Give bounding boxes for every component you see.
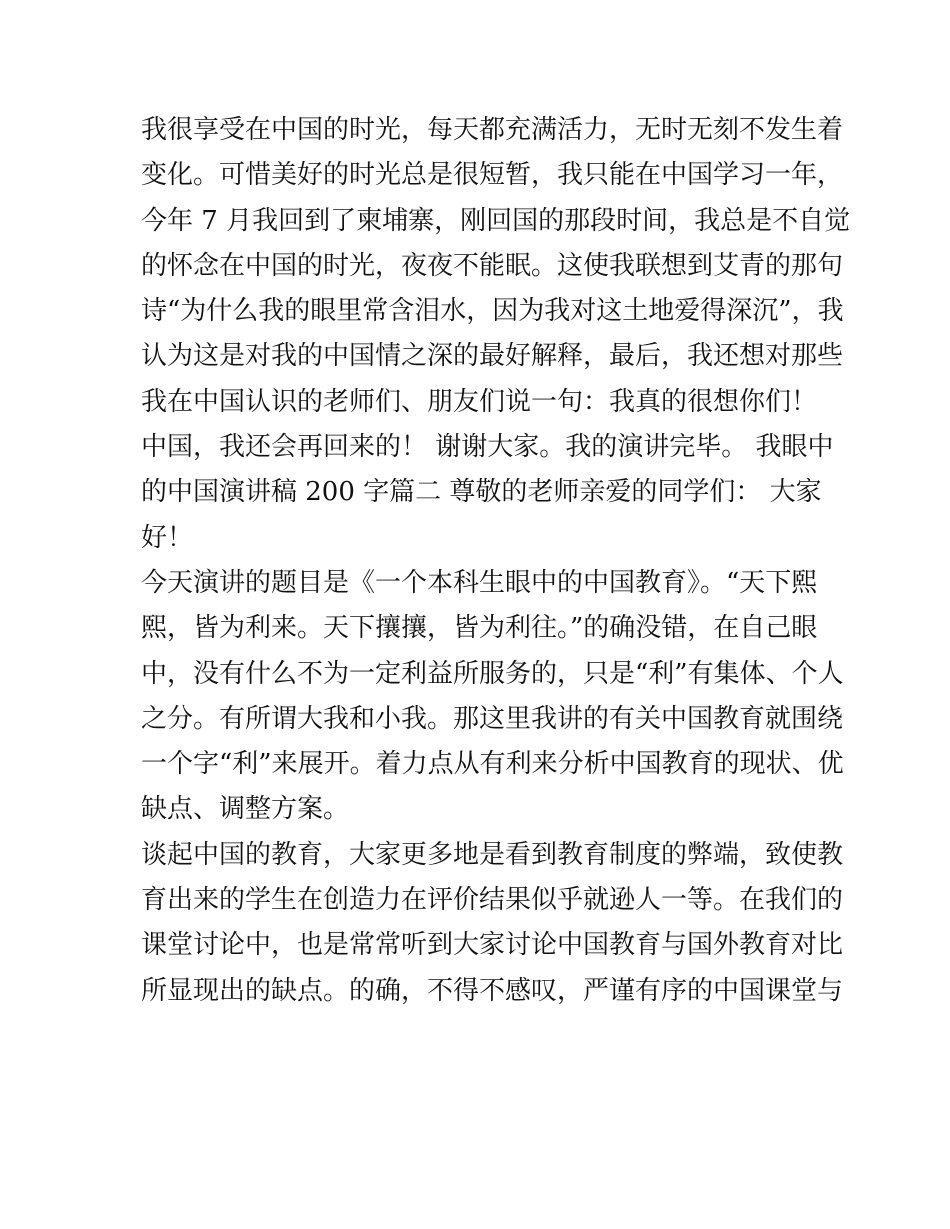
text-line: 缺点、调整方案。 <box>141 794 350 825</box>
text-line: 课堂讨论中，也是常常听到大家讨论中国教育与国外教育对比 <box>141 930 844 961</box>
text-line: 我在中国认识的老师们、朋友们说一句：我真的很想你们！ <box>141 386 818 417</box>
text-line: 所显现出的缺点。的确，不得不感叹，严谨有序的中国课堂与 <box>141 975 844 1006</box>
text-line: 我很享受在中国的时光，每天都充满活力，无时无刻不发生着 <box>141 115 844 145</box>
text-line: 之分。有所谓大我和小我。那这里我讲的有关中国教育就围绕 <box>141 703 844 734</box>
text-line: 育出来的学生在创造力在评价结果似乎就逊人一等。在我们的 <box>141 885 844 916</box>
text-line: 今年 7 月我回到了柬埔寨，刚回国的那段时间，我总是不自觉 <box>141 205 851 236</box>
text-line: 认为这是对我的中国情之深的最好解释，最后，我还想对那些 <box>141 341 844 372</box>
text-line: 熙，皆为利来。天下攘攘，皆为利往。”的确没错，在自己眼 <box>141 613 818 644</box>
text-line: 中，没有什么不为一定利益所服务的，只是“利”有集体、个人 <box>141 658 844 689</box>
text-line: 今天演讲的题目是《一个本科生眼中的中国教育》。“天下熙 <box>141 567 818 598</box>
text-line: 好！ <box>141 522 194 553</box>
text-line: 的中国演讲稿 200 字篇二 尊敬的老师亲爱的同学们： 大家 <box>141 477 822 508</box>
text-line: 谈起中国的教育，大家更多地是看到教育制度的弊端，致使教 <box>141 839 844 870</box>
body-text <box>141 108 851 1014</box>
text-line: 诗“为什么我的眼里常含泪水，因为我对这土地爱得深沉”，我 <box>141 296 844 327</box>
text-line: 变化。可惜美好的时光总是很短暂，我只能在中国学习一年， <box>141 160 844 191</box>
text-line: 的怀念在中国的时光，夜夜不能眠。这使我联想到艾青的那句 <box>141 250 844 281</box>
text-line: 中国，我还会再回来的！ 谢谢大家。我的演讲完毕。 我眼中 <box>141 432 834 463</box>
text-line: 一个字“利”来展开。着力点从有利来分析中国教育的现状、优 <box>141 749 844 780</box>
